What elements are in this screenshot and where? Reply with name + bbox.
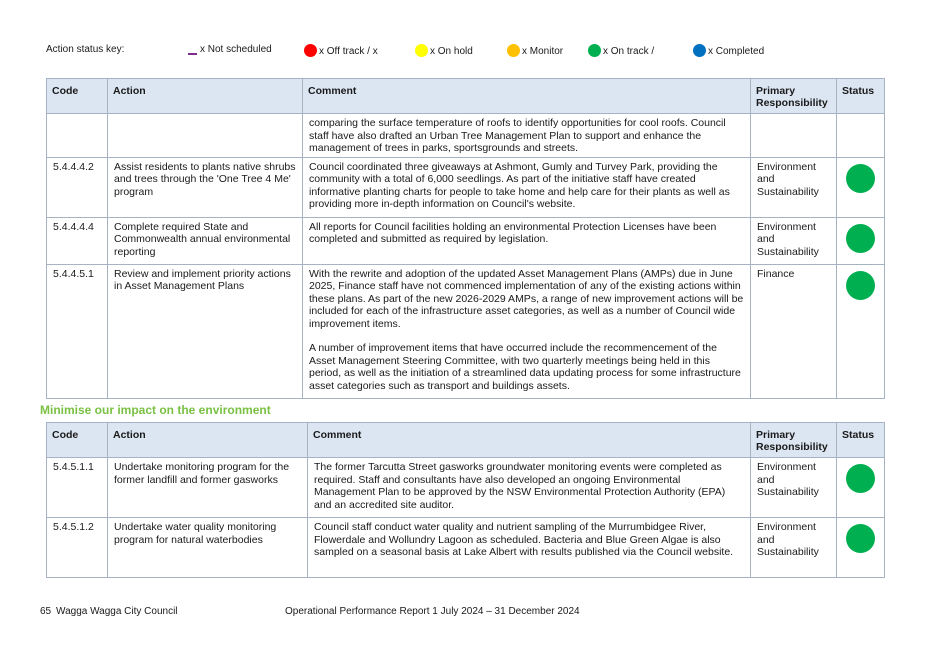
green-dot-icon (588, 44, 601, 57)
red-dot-icon (304, 44, 317, 57)
dash-icon (188, 53, 197, 55)
row-responsibility: Finance (751, 264, 837, 398)
header-action: Action (108, 423, 308, 458)
status-on-track-icon (846, 524, 875, 553)
row-action: Undertake water quality monitoring program for natural waterbodies (108, 518, 308, 578)
actions-table-1 (46, 78, 885, 399)
row-responsibility: Environment and Sustainability (751, 217, 837, 264)
comment-cell: All reports for Council facilities holding an environmental Protection Licenses have been completed and submitted as required by legislation. (303, 217, 751, 264)
row-action: Undertake monitoring program for the former landfill and former gasworks (108, 458, 308, 518)
status-cell (837, 157, 885, 217)
status-on-track-icon (846, 271, 875, 300)
yellow-dot-icon (415, 44, 428, 57)
header-comment: Comment (308, 423, 751, 458)
status-key-title: Action status key: (46, 44, 125, 55)
header-status: Status (837, 423, 885, 458)
key-monitor: x Monitor (507, 44, 563, 57)
table-row (47, 458, 885, 518)
header-action: Action (108, 79, 303, 114)
row-code: 5.4.4.5.1 (47, 264, 108, 398)
comment-cell: Council coordinated three giveaways at Ashmont, Gumly and Turvey Park, providing the community with a total of 6,000 seedlings. As part of the initiative staff have created informative planting charts for people to take home and help care for their plants as well as providing more in-depth information on Council's website. (303, 157, 751, 217)
table-header-row (47, 423, 885, 458)
key-off-track: x Off track / x (304, 44, 378, 57)
table-row (47, 518, 885, 578)
comment-cell: With the rewrite and adoption of the updated Asset Management Plans (AMPs) due in June 2025, Finance staff have not commenced implementation of any of the existing actions within these plans. As part of the new 2026-2029 AMPs, a range of new improvement actions will be included for each of the infrastructure asset categories, as well as a number of Council wide improvement items. A number of improvement items that have occurred include the recommencement of the Asset Management Steering Committee, with two quarterly meetings being held in this period, as well as the initiation of a streamlined data updating process for some infrastructure asset categories such as transport and buildings assets. (303, 264, 751, 398)
header-code: Code (47, 423, 108, 458)
status-on-track-icon (846, 164, 875, 193)
key-on-track: x On track / (588, 44, 654, 57)
header-responsibility: Primary Responsibility (751, 79, 837, 114)
row-action: Complete required State and Commonwealth annual environmental reporting (108, 217, 303, 264)
status-cell (837, 518, 885, 578)
page-number: 65 (40, 606, 52, 617)
actions-table-2 (46, 422, 885, 578)
row-code: 5.4.4.4.4 (47, 217, 108, 264)
status-cell (837, 114, 885, 158)
status-cell (837, 264, 885, 398)
header-comment: Comment (303, 79, 751, 114)
key-not-scheduled: x Not scheduled (188, 44, 272, 55)
row-action: Review and implement priority actions in Asset Management Plans (108, 264, 303, 398)
header-responsibility: Primary Responsibility (751, 423, 837, 458)
row-responsibility: Environment and Sustainability (751, 157, 837, 217)
blue-dot-icon (693, 44, 706, 57)
comment-cell: comparing the surface temperature of roofs to identify opportunities for cool roofs. Council staff have also drafted an Urban Tree Management Plan to support and enhance the management of trees in parks, sportsgrounds and streets. (303, 114, 751, 158)
row-action: Assist residents to plants native shrubs and trees through the 'One Tree 4 Me' program (108, 157, 303, 217)
status-cell (837, 217, 885, 264)
status-on-track-icon (846, 464, 875, 493)
row-code: 5.4.5.1.1 (47, 458, 108, 518)
row-responsibility: Environment and Sustainability (751, 458, 837, 518)
key-on-hold: x On hold (415, 44, 473, 57)
table-header-row (47, 79, 885, 114)
footer-report-title: Operational Performance Report 1 July 2024 – 31 December 2024 (285, 606, 580, 617)
key-completed: x Completed (693, 44, 764, 57)
comment-cell: The former Tarcutta Street gasworks groundwater monitoring events were completed as required. Staff and consultants have also developed an ongoing Environmental Management Plan to be approved by the NSW Environmental Protection Authority (EPA) and an accredited site auditor. (308, 458, 751, 518)
section-title: Minimise our impact on the environment (40, 403, 271, 417)
status-cell (837, 458, 885, 518)
table-row (47, 217, 885, 264)
comment-cell: Council staff conduct water quality and nutrient sampling of the Murrumbidgee River, Flowerdale and Wollundry Lagoon as scheduled. Bacteria and Blue Green Algae is also sampled on a seasonal basis at Lake Albert with results published via the Council website. (308, 518, 751, 578)
amber-dot-icon (507, 44, 520, 57)
header-code: Code (47, 79, 108, 114)
row-responsibility: Environment and Sustainability (751, 518, 837, 578)
table-row (47, 264, 885, 398)
status-on-track-icon (846, 224, 875, 253)
header-status: Status (837, 79, 885, 114)
table-row (47, 157, 885, 217)
footer-organisation: Wagga Wagga City Council (56, 606, 178, 617)
table-row (47, 114, 885, 158)
status-key (46, 44, 908, 60)
row-code: 5.4.5.1.2 (47, 518, 108, 578)
row-code: 5.4.4.4.2 (47, 157, 108, 217)
